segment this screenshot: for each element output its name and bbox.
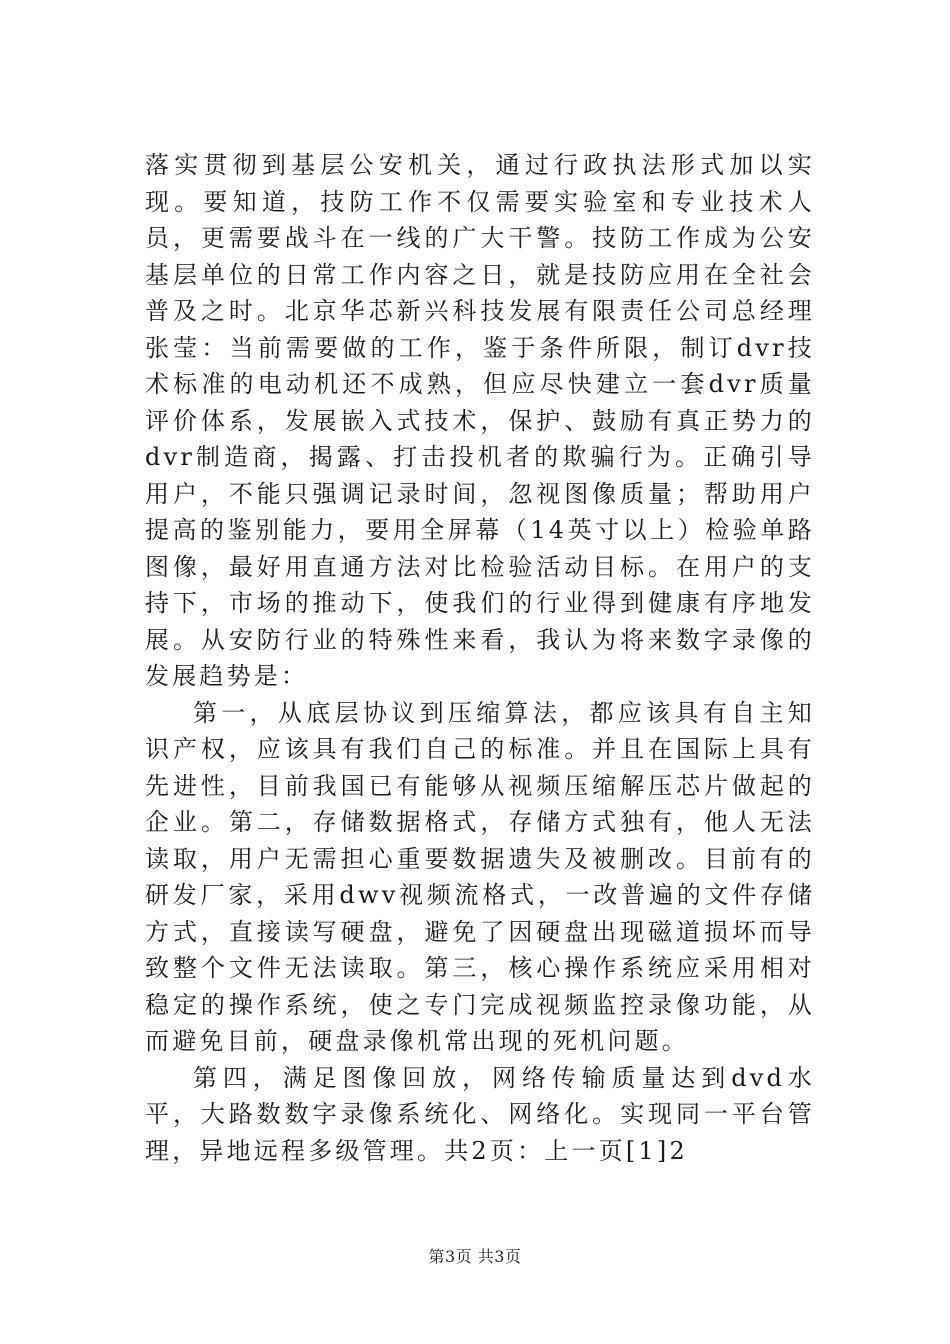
body-paragraph-3: 第四，满足图像回放，网络传输质量达到dvd水平，大路数数字录像系统化、网络化。实现同一平台管理，异地远程多级管理。共2页：上一页[1]2 [145, 1063, 815, 1165]
body-paragraph-2: 第一，从底层协议到压缩算法，都应该具有自主知识产权，应该具有我们自己的标准。并且在国际上具有先进性，目前我国已有能够从视频压缩解压芯片做起的企业。第二，存储数据格式，存储方式独有，他人无法读取，用户无需担心重要数据遗失及被删改。目前有的研发厂家，采用dwv视频流格式，一改普遍的文件存储方式，直接读写硬盘，避免了因硬盘出现磁道损坏而导致整个文件无法读取。第三，核心操作系统应采用相对稳定的操作系统，使之专门完成视频监控录像功能，从而避免目前，硬盘录像机常出现的死机问题。 [145, 698, 815, 1055]
body-paragraph-1: 落实贯彻到基层公安机关，通过行政执法形式加以实现。要知道，技防工作不仅需要实验室和专业技术人员，更需要战斗在一线的广大干警。技防工作成为公安基层单位的日常工作内容之日，就是技防应用在全社会普及之时。北京华芯新兴科技发展有限责任公司总经理张莹：当前需要做的工作，鉴于条件所限，制订dvr技术标准的电动机还不成熟，但应尽快建立一套dvr质量评价体系，发展嵌入式技术，保护、鼓励有真正势力的dvr制造商，揭露、打击投机者的欺骗行为。正确引导用户，不能只强调记录时间，忽视图像质量；帮助用户提高的鉴别能力，要用全屏幕（14英寸以上）检验单路图像，最好用直通方法对比检验活动目标。在用户的支持下，市场的推动下，使我们的行业得到健康有序地发展。从安防行业的特殊性来看，我认为将来数字录像的发展趋势是： [145, 151, 815, 690]
document-body [145, 147, 815, 1169]
page-footer: 第3页 共3页 [428, 1247, 522, 1266]
